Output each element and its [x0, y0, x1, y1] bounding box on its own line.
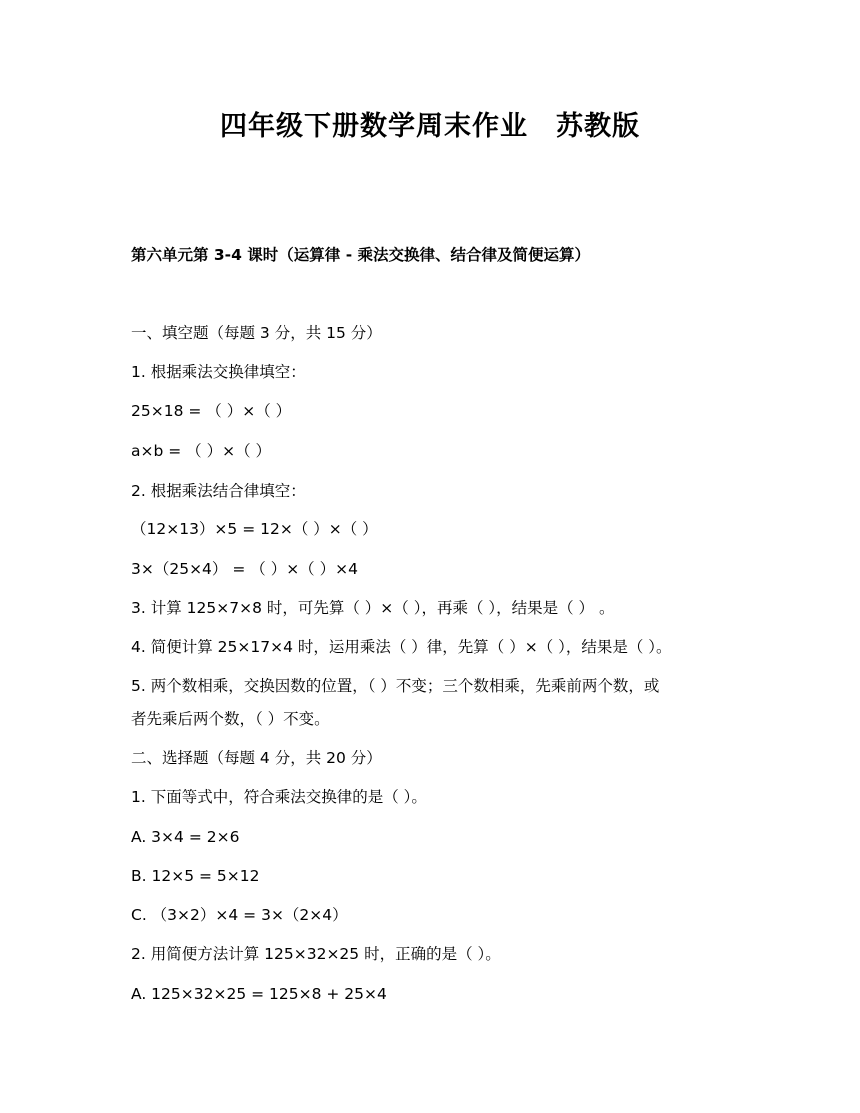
section-heading-multiple-choice: 二、选择题（每题 4 分，共 20 分） — [131, 749, 382, 767]
choice-option: A. 3×4 = 2×6 — [131, 828, 240, 846]
choice-option: A. 125×32×25 = 125×8 + 25×4 — [131, 985, 387, 1003]
question-text: 5. 两个数相乘，交换因数的位置，（ ）不变；三个数相乘，先乘前两个数，或 — [131, 677, 660, 695]
question-text: 3. 计算 125×7×8 时，可先算（ ）×（ ），再乘（ ），结果是（ ） 。 — [131, 599, 615, 617]
lesson-subtitle: 第六单元第 3-4 课时（运算律 - 乘法交换律、结合律及简便运算） — [131, 246, 591, 264]
choice-option: C. （3×2）×4 = 3×（2×4） — [131, 906, 348, 924]
question-line: 25×18 = （ ）×（ ） — [131, 402, 292, 420]
choice-option: B. 12×5 = 5×12 — [131, 867, 260, 885]
question-line: a×b = （ ）×（ ） — [131, 442, 272, 460]
question-text: 1. 下面等式中，符合乘法交换律的是（ ）。 — [131, 788, 427, 806]
section-heading-fill-in: 一、填空题（每题 3 分，共 15 分） — [131, 324, 382, 342]
question-text: 4. 简便计算 25×17×4 时，运用乘法（ ）律，先算（ ）×（ ），结果是（ ）。 — [131, 638, 672, 656]
page-title: 四年级下册数学周末作业 苏教版 — [220, 111, 640, 142]
question-text-continued: 者先乘后两个数，（ ）不变。 — [131, 710, 330, 728]
question-line: 3×（25×4） = （ ）×（ ）×4 — [131, 560, 358, 578]
question-text: 2. 根据乘法结合律填空： — [131, 482, 306, 500]
question-text: 1. 根据乘法交换律填空： — [131, 363, 306, 381]
question-text: 2. 用简便方法计算 125×32×25 时，正确的是（ ）。 — [131, 945, 501, 963]
question-line: （12×13）×5 = 12×（ ）×（ ） — [131, 520, 378, 538]
